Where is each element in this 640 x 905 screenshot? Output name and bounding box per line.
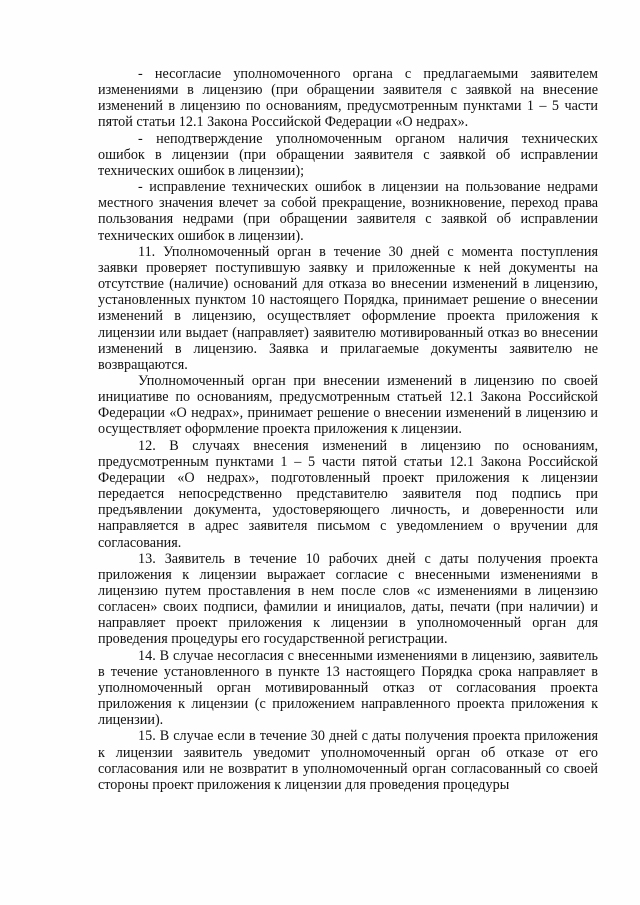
paragraph-item-12: 12. В случаях внесения изменений в лицензию по основаниям, предусмотренным пунктами 1 – 5 части пятой статьи 12.1 Закона Российской Федерации «О недрах», подготовленный проект приложения к лицензии передается непосредственно представителю заявителя под подпись при предъявлении документа, удостоверяющего личность, и доверенности или направляется в адрес заявителя письмом с уведомлением о вручении для согласования. [98, 437, 598, 551]
paragraph-own-initiative: Уполномоченный орган при внесении изменений в лицензию по своей инициативе по основаниям, предусмотренным статьей 12.1 Закона Российской Федерации «О недрах», принимает решение о внесении изменений в лицензию и осуществляет оформление проекта приложения к лицензии. [98, 372, 598, 438]
paragraph-error-correction-effects: - исправление технических ошибок в лицензии на пользование недрами местного значения влечет за собой прекращение, возникновение, переход права пользования недрами (при обращении заявителя с заявкой об исправлении технических ошибок в лицензии). [98, 179, 598, 244]
paragraph-item-15: 15. В случае если в течение 30 дней с даты получения проекта приложения к лицензии заявитель уведомит уполномоченный орган об отказе от его согласования или не возвратит в уполномоченный орган согласованный со своей стороны проект приложения к лицензии для проведения процедуры [98, 728, 598, 793]
paragraph-item-13: 13. Заявитель в течение 10 рабочих дней с даты получения проекта приложения к лицензии выражает согласие с внесенными изменениями в лицензию путем проставления в нем после слов «с изменениями в лицензию согласен» своих подписи, фамилии и инициалов, даты, печати (при наличии) и направляет проект приложения к лицензии в уполномоченный орган для проведения процедуры его государственной регистрации. [98, 550, 598, 648]
paragraph-item-11: 11. Уполномоченный орган в течение 30 дней с момента поступления заявки проверяет поступившую заявку и приложенные к ней документы на отсутствие (наличие) оснований для отказа во внесении изменений в лицензию, установленных пунктом 10 настоящего Порядка, принимает решение о внесении изменений в лицензию, осуществляет оформление проекта приложения к лицензии или выдает (направляет) заявителю мотивированный отказ во внесении изменений в лицензию. Заявка и прилагаемые документы заявителю не возвращаются. [98, 243, 598, 373]
document-body [98, 66, 598, 793]
paragraph-disagreement: - несогласие уполномоченного органа с предлагаемыми заявителем изменениями в лицензию (при обращении заявителя с заявкой на внесение изменений в лицензию по основаниям, предусмотренным пунктами 1 – 5 части пятой статьи 12.1 Закона Российской Федерации «О недрах». [98, 66, 598, 131]
paragraph-item-14: 14. В случае несогласия с внесенными изменениями в лицензию, заявитель в течение установленного в пункте 13 настоящего Порядка срока направляет в уполномоченный орган мотивированный отказ от согласования проекта приложения к лицензии (с приложением направленного проекта приложения к лицензии). [98, 647, 598, 729]
paragraph-no-technical-errors: - неподтверждение уполномоченным органом наличия технических ошибок в лицензии (при обращении заявителя с заявкой об исправлении технических ошибок в лицензии); [98, 130, 598, 179]
